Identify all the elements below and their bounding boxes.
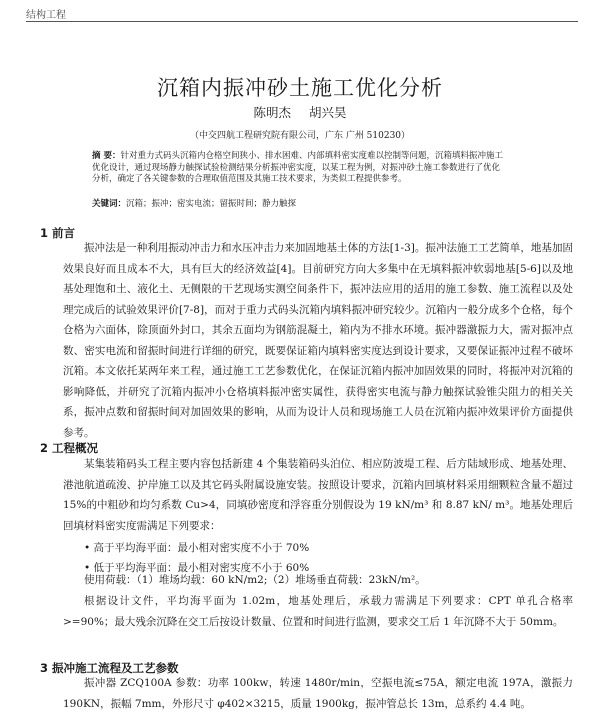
abstract xyxy=(92,151,504,186)
section-2-paragraph-1: 某集装箱码头工程主要内容包括新建 4 个集装箱码头泊位、相应防波堤工程、后方陆域形成、地基处理、港池航道疏浚、护岸施工以及其它码头附属设施安装。按照设计要求，沉箱内回填材料采用细颗粒含量不超过 15%的中粗砂和均匀系数 Cu>4，同填砂密度和浮容重分别假设为 19 kN/m³ 和 8.87 kN/ m³。地基处理后回填材料密实度需满足下列要求： xyxy=(63,458,573,532)
keywords-label: 关键词： xyxy=(92,199,127,209)
section-1-paragraph: 振冲法是一种利用振动冲击力和水压冲击力来加固地基土体的方法[1-3]。振冲法施工工艺简单，地基加固效果良好而且成本不大，具有巨大的经济效益[4]。目前研究方向大多集中在无填料振冲软弱地基[5-6]以及地基处理饱和土、液化土、无侧限的干艺现场实测空间条件下，振冲法应用的适用的施工参数、施工流程以及处理完成后的试验效果评价[7-8]，而对于重力式码头沉箱内填料振冲研究较少。沉箱内一般分成多个仓格，每个仓格为六面体，除顶面外封口，其余五面均为钢筋混凝土，箱内为不排水环境。振冲器激振力大，需对振冲点数、密实电流和留振时间进行详细的研究，既要保证箱内填料密实度达到设计要求，又要保证振冲过程不破坏沉箱。本文依托某两年来工程，通过施工工艺参数优化，在保证沉箱内振冲加固效果的同时，将振冲对沉箱的影响降低，并研究了沉箱内振冲小仓格填料振冲密实属性，获得密实电流与静力触探试验锥尖阻力的相关关系，振冲点数和留振时间对加固效果的影响，从而为设计人员和现场施工人员在沉箱内振冲效果评价方面提供参考。 xyxy=(63,242,573,439)
keywords-text: 沉箱；振冲；密实电流；留振时间；静力触探 xyxy=(126,199,297,209)
keywords xyxy=(92,199,504,211)
header-rule xyxy=(26,21,578,22)
journal-header: 结构工程 xyxy=(26,10,66,21)
section-2-paragraph-2: 使用荷载：（1）堆场均载：60 kN/m2;（2）堆场垂直荷载：23kN/m²。 xyxy=(84,574,426,586)
section-heading-2: 2 工程概况 xyxy=(40,441,99,455)
abstract-text: 针对重力式码头沉箱内仓格空间狭小、排水困难、内部填料密实度难以控制等问题，沉箱填料振冲施工优化设计，通过现场静力触探试验检测结果分析振冲密实度，以某工程为例，对振冲砂土施工参数进行了优化分析，确定了各关键参数的合理取值范围及其施工技术要求，为类似工程提供参考。 xyxy=(92,151,503,184)
requirement-below-sea-level: • 低于平均海平面：最小相对密实度不小于 60% xyxy=(84,562,310,574)
requirement-above-sea-level: • 高于平均海平面：最小相对密实度不小于 70% xyxy=(84,542,310,554)
paper-title: 沉箱内振冲砂土施工优化分析 xyxy=(157,76,443,100)
paper-affiliation: （中交四航工程研究院有限公司，广东 广州 510230） xyxy=(189,131,411,141)
section-2-paragraph-3: 根据设计文件，平均海平面为 1.02m，地基处理后，承载力需满足下列要求：CPT 单孔合格率>=90%；最大残余沉降在交工后按设计数量、位置和时间进行监测，要求交工后 1 年沉降不大于 50mm。 xyxy=(63,595,573,628)
section-heading-3: 3 振冲施工流程及工艺参数 xyxy=(40,661,179,675)
section-3-paragraph: 振冲器 ZCQ100A 参数：功率 100kw，转速 1480r/min，空振电流≤75A，额定电流 197A，激振力 190KN，振幅 7mm，外形尺寸 φ402×3215，质量 1900kg，振冲管总长 13m，总系约 4.4 吨。 xyxy=(63,677,573,710)
section-heading-1: 1 前言 xyxy=(40,226,76,240)
abstract-label: 摘 要： xyxy=(92,151,121,161)
paper-authors: 陈明杰 胡兴昊 xyxy=(253,105,347,120)
